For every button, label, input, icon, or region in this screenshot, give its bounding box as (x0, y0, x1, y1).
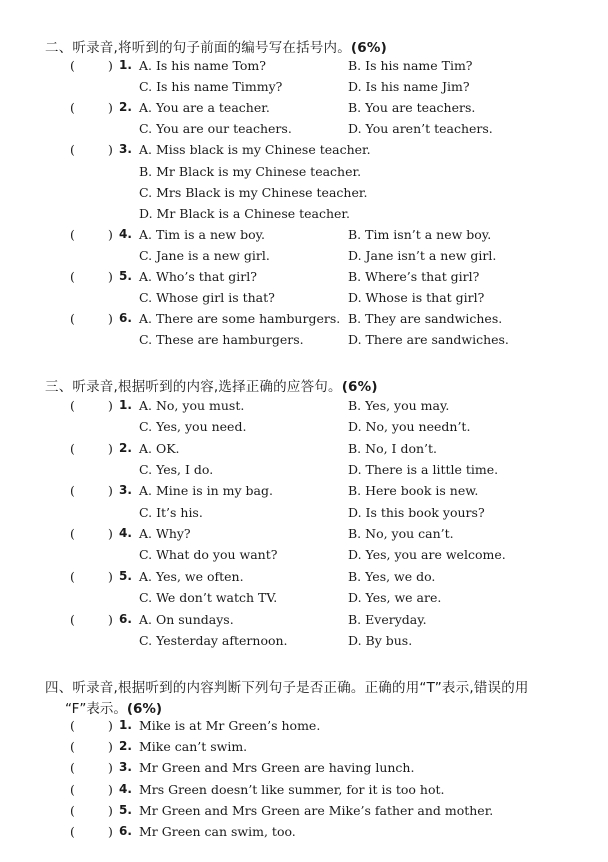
tf-question-row (0, 760, 608, 780)
question-number: 2. (119, 739, 132, 754)
option-right: D. There is a little time. (348, 462, 499, 478)
option-right: D. Yes, we are. (348, 590, 442, 606)
question-number: 6. (119, 311, 132, 326)
answer-paren-close: ) (108, 611, 113, 627)
question-row (0, 311, 608, 331)
option-right: B. Yes, we do. (348, 568, 436, 584)
answer-paren-open: ( (70, 311, 75, 327)
statement-text: Mr Green can swim, too. (139, 824, 296, 839)
answer-paren-open: ( (70, 718, 75, 733)
answer-paren-close: ) (108, 526, 113, 542)
option-left: A. Is his name Tom? (139, 58, 266, 73)
option-left: A. Why? (139, 526, 191, 542)
question-row (0, 100, 608, 120)
tf-question-row (0, 718, 608, 738)
question-number: 3. (119, 483, 132, 498)
option-left: C. Mrs Black is my Chinese teacher. (139, 184, 368, 200)
option-right: D. There are sandwiches. (348, 332, 509, 348)
option-left: C. Yesterday afternoon. (139, 632, 288, 648)
question-row (0, 569, 608, 589)
option-left: C. These are hamburgers. (139, 332, 304, 348)
option-right: D. Yes, you are welcome. (348, 547, 506, 563)
statement-text: Mike can’t swim. (139, 739, 248, 755)
option-right: D. No, you needn’t. (348, 419, 471, 435)
question-number: 6. (119, 611, 132, 626)
answer-paren-open: ( (70, 58, 75, 73)
answer-paren-open: ( (70, 526, 75, 542)
option-left: A. OK. (139, 440, 180, 456)
option-left: A. Who’s that girl? (139, 269, 257, 284)
question-row (0, 505, 608, 525)
question-number: 1. (119, 718, 132, 732)
question-number: 5. (119, 802, 132, 817)
section4-title (45, 676, 529, 696)
answer-paren-close: ) (108, 58, 113, 73)
question-row (0, 332, 608, 352)
question-number: 2. (119, 440, 132, 455)
answer-paren-open: ( (70, 483, 75, 499)
answer-paren-open: ( (70, 142, 75, 158)
section2-title-text: 二、听录音,将听到的句子前面的编号写在括号内。 (45, 40, 351, 56)
section4-points: (6%) (126, 701, 163, 717)
section4-title-text: 四、听录音,根据听到的内容判断下列句子是否正确。正确的用“T”表示,错误的用 (45, 680, 529, 696)
question-number: 4. (119, 226, 132, 241)
answer-paren-open: ( (70, 760, 75, 776)
statement-text: Mr Green and Mrs Green are Mike’s father and mother. (139, 802, 494, 818)
question-row (0, 164, 608, 184)
question-row (0, 79, 608, 99)
question-number: 1. (119, 58, 132, 72)
option-left: B. Mr Black is my Chinese teacher. (139, 163, 362, 179)
question-row (0, 248, 608, 268)
option-left: C. What do you want? (139, 547, 278, 563)
option-right: D. Is this book yours? (348, 504, 485, 520)
statement-text: Mr Green and Mrs Green are having lunch. (139, 760, 415, 776)
option-right: B. Is his name Tim? (348, 58, 473, 73)
answer-paren-open: ( (70, 100, 75, 116)
question-row (0, 142, 608, 162)
option-right: B. They are sandwiches. (348, 311, 503, 327)
section2-points: (6%) (350, 40, 387, 56)
statement-text: Mrs Green doesn’t like summer, for it is too hot. (139, 781, 445, 797)
option-left: C. You are our teachers. (139, 121, 292, 137)
option-left: C. Jane is a new girl. (139, 247, 270, 263)
question-row (0, 206, 608, 226)
question-row (0, 269, 608, 289)
answer-paren-close: ) (108, 802, 113, 818)
tf-question-row (0, 803, 608, 823)
option-right: B. Everyday. (348, 611, 427, 627)
answer-paren-open: ( (70, 739, 75, 755)
option-right: D. Whose is that girl? (348, 290, 485, 306)
answer-paren-open: ( (70, 611, 75, 627)
answer-paren-close: ) (108, 269, 113, 284)
answer-paren-open: ( (70, 568, 75, 584)
question-number: 5. (119, 269, 132, 283)
question-number: 1. (119, 398, 132, 412)
option-right: B. No, I don’t. (348, 440, 438, 456)
option-left: C. Whose girl is that? (139, 290, 275, 306)
answer-paren-open: ( (70, 398, 75, 413)
answer-paren-close: ) (108, 440, 113, 456)
answer-paren-open: ( (70, 269, 75, 284)
option-right: B. Here book is new. (348, 483, 479, 499)
tf-question-row (0, 739, 608, 759)
question-row (0, 590, 608, 610)
question-row (0, 483, 608, 503)
answer-paren-close: ) (108, 739, 113, 755)
question-number: 4. (119, 526, 132, 541)
question-number: 2. (119, 100, 132, 115)
option-right: B. Tim isn’t a new boy. (348, 226, 492, 242)
answer-paren-close: ) (108, 483, 113, 499)
answer-paren-close: ) (108, 760, 113, 776)
tf-question-row (0, 824, 608, 844)
option-left: A. Mine is in my bag. (139, 483, 273, 499)
question-number: 4. (119, 781, 132, 796)
answer-paren-open: ( (70, 802, 75, 818)
option-left: C. Yes, I do. (139, 462, 214, 478)
option-left: A. There are some hamburgers. (139, 311, 341, 327)
question-row (0, 121, 608, 141)
answer-paren-close: ) (108, 142, 113, 158)
option-left: C. Is his name Timmy? (139, 79, 283, 95)
question-row (0, 398, 608, 418)
answer-paren-close: ) (108, 100, 113, 116)
option-right: D. You aren’t teachers. (348, 121, 493, 137)
option-left: C. We don’t watch TV. (139, 590, 278, 606)
question-row (0, 227, 608, 247)
option-right: D. Jane isn’t a new girl. (348, 247, 497, 263)
answer-paren-close: ) (108, 781, 113, 797)
section3-points: (6%) (341, 379, 378, 395)
option-right: B. Yes, you may. (348, 398, 450, 413)
question-row (0, 441, 608, 461)
option-left: C. Yes, you need. (139, 419, 247, 435)
option-right: D. By bus. (348, 632, 413, 648)
option-left: A. Miss black is my Chinese teacher. (139, 142, 371, 158)
answer-paren-open: ( (70, 440, 75, 456)
section3-title-text: 三、听录音,根据听到的内容,选择正确的应答句。 (45, 379, 342, 395)
option-right: B. Where’s that girl? (348, 269, 480, 284)
answer-paren-open: ( (70, 824, 75, 839)
answer-paren-open: ( (70, 781, 75, 797)
question-number: 6. (119, 824, 132, 838)
question-row (0, 419, 608, 439)
answer-paren-close: ) (108, 226, 113, 242)
option-right: D. Is his name Jim? (348, 79, 470, 95)
question-row (0, 612, 608, 632)
section4-title2-text: “F”表示。 (65, 701, 127, 717)
option-left: D. Mr Black is a Chinese teacher. (139, 205, 351, 221)
option-left: A. Tim is a new boy. (139, 226, 265, 242)
question-row (0, 185, 608, 205)
answer-paren-close: ) (108, 398, 113, 413)
question-row (0, 526, 608, 546)
tf-question-row (0, 782, 608, 802)
question-row (0, 462, 608, 482)
answer-paren-close: ) (108, 824, 113, 839)
option-left: C. It’s his. (139, 504, 203, 520)
option-left: A. Yes, we often. (139, 568, 244, 584)
question-row (0, 58, 608, 78)
section3-title (45, 375, 378, 395)
answer-paren-close: ) (108, 718, 113, 733)
question-number: 5. (119, 568, 132, 583)
option-right: B. You are teachers. (348, 100, 476, 116)
question-row (0, 633, 608, 653)
question-number: 3. (119, 142, 132, 157)
section2-title (45, 36, 387, 56)
section4-title-line2 (65, 697, 162, 717)
option-right: B. No, you can’t. (348, 526, 454, 542)
option-left: A. No, you must. (139, 398, 245, 413)
option-left: A. You are a teacher. (139, 100, 270, 116)
question-row (0, 547, 608, 567)
answer-paren-close: ) (108, 311, 113, 327)
answer-paren-close: ) (108, 568, 113, 584)
question-number: 3. (119, 760, 132, 775)
question-row (0, 290, 608, 310)
answer-paren-open: ( (70, 226, 75, 242)
statement-text: Mike is at Mr Green’s home. (139, 718, 321, 733)
option-left: A. On sundays. (139, 611, 234, 627)
